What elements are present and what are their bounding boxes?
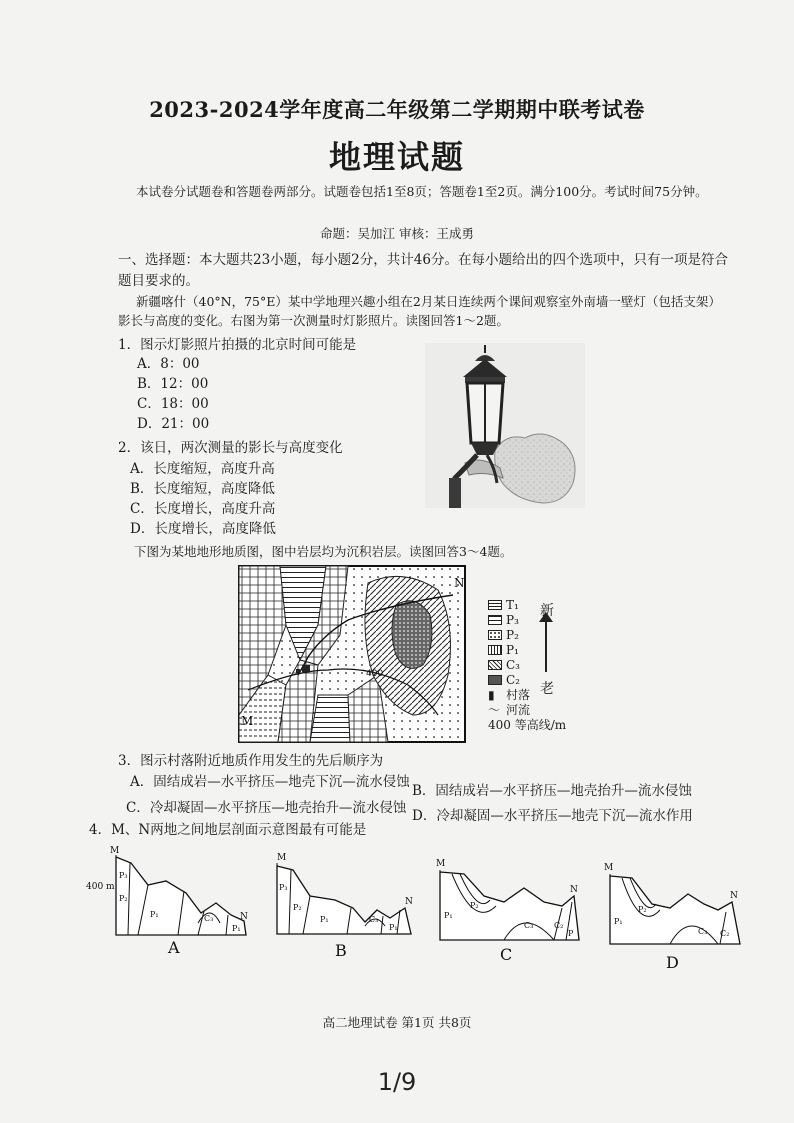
q3-option-d: D．冷却凝固—水平挤压—地壳下沉—流水作用 [412, 808, 693, 824]
svg-text:P₁: P₁ [320, 915, 329, 924]
page-footer: 高二地理试卷 第1页 共8页 [322, 1015, 472, 1030]
age-arrow [545, 620, 547, 672]
q1-option-a: A．8：00 [137, 356, 200, 372]
svg-text:P₂: P₂ [119, 894, 128, 903]
arrow-up-icon [539, 612, 553, 622]
question-1-stem: 1．图示灯影照片拍摄的北京时间可能是 [118, 337, 357, 353]
svg-text:C₂: C₂ [554, 921, 564, 930]
svg-text:N: N [730, 891, 738, 901]
q1-option-d: D．21：00 [137, 416, 210, 432]
question-4-stem: 4．M、N两地之间地层剖面示意图最有可能是 [89, 822, 367, 838]
question-2-stem: 2．该日，两次测量的影长与高度变化 [118, 440, 343, 456]
section-heading: 一、选择题：本大题共23小题，每小题2分，共计46分。在每小题给出的四个选项中，只有一项是符合题目要求的。 [118, 252, 728, 289]
legend-p1: P₁ [488, 642, 548, 657]
legend-c3: C₃ [488, 657, 548, 672]
legend-village: ▮ 村落 [488, 687, 531, 702]
svg-text:P₃: P₃ [119, 871, 128, 880]
q3-option-c: C．冷却凝固—水平挤压—地壳抬升—流水侵蚀 [126, 800, 407, 816]
svg-text:P₂: P₂ [293, 903, 302, 912]
svg-text:C₃: C₃ [524, 921, 534, 930]
svg-text:P: P [568, 929, 574, 938]
q3-option-a: A．固结成岩—水平挤压—地壳下沉—流水侵蚀 [130, 774, 410, 790]
q2-option-a: A．长度缩短，高度升高 [130, 461, 275, 477]
svg-text:400 m: 400 m [86, 882, 115, 892]
q3-option-b: B．固结成岩—水平挤压—地壳抬升—流水侵蚀 [412, 783, 692, 799]
q1-option-b: B．12：00 [137, 376, 209, 392]
profile-a [86, 843, 251, 958]
profile-a-label: A [168, 938, 180, 957]
q2-option-b: B．长度缩短，高度降低 [130, 481, 275, 497]
svg-text:N: N [240, 912, 248, 922]
page-indicator: 1/9 [377, 1068, 417, 1096]
legend-p2: P₂ [488, 627, 548, 642]
svg-text:C₃: C₃ [698, 927, 708, 936]
svg-text:C₂: C₂ [720, 929, 730, 938]
svg-text:M: M [277, 853, 287, 863]
svg-text:N: N [405, 897, 413, 907]
map-point-m: M [241, 714, 254, 728]
exam-intro: 本试卷分试题卷和答题卷两部分。试题卷包括1至8页；答题卷1至2页。满分100分。考试时间75分钟。 [136, 184, 708, 199]
svg-text:P₃: P₃ [279, 883, 288, 892]
legend-t1: T₁ [488, 597, 548, 612]
svg-text:P₁: P₁ [150, 910, 159, 919]
svg-text:C₃: C₃ [369, 915, 379, 924]
age-new-label: 新 [540, 603, 554, 619]
legend-river: 〜 河流 [488, 703, 531, 717]
q2-option-c: C．长度增长，高度升高 [130, 501, 276, 517]
q2-option-d: D．长度增长，高度降低 [130, 521, 276, 537]
svg-text:P₂: P₂ [638, 905, 647, 914]
wall-lamp-photo [425, 343, 585, 508]
profile-b [265, 848, 415, 960]
profile-d-label: D [666, 953, 679, 972]
passage-1: 新疆喀什（40°N，75°E）某中学地理兴趣小组在2月某日连续两个课间观察室外南墙一壁灯（包括支架）影长与高度的变化。右图为第一次测量时灯影照片。读图回答1～2题。 [118, 294, 721, 328]
legend-c2: C₂ [488, 672, 548, 687]
svg-text:P₁: P₁ [614, 917, 623, 926]
profile-d [600, 858, 750, 973]
profile-b-label: B [335, 941, 347, 960]
profile-c-label: C [500, 945, 513, 964]
legend-p3: P₃ [488, 612, 548, 627]
svg-text:M: M [604, 863, 614, 873]
svg-text:M: M [110, 846, 120, 856]
legend-contour: 400 等高线/m [488, 718, 567, 732]
profile-c [434, 856, 584, 968]
map-point-n: N [454, 576, 465, 590]
svg-text:M: M [436, 859, 446, 869]
geologic-map [238, 565, 466, 743]
exam-authors: 命题：吴加江 审核：王成勇 [320, 226, 474, 241]
svg-text:C₃: C₃ [204, 914, 214, 923]
svg-text:P₁: P₁ [232, 924, 241, 933]
subject-title: 地理试题 [328, 138, 465, 176]
question-3-stem: 3．图示村落附近地质作用发生的先后顺序为 [118, 753, 384, 769]
svg-text:N: N [570, 885, 578, 895]
exam-title: 2023-2024学年度高二年级第二学期期中联考试卷 [149, 97, 645, 122]
age-old-label: 老 [540, 681, 554, 697]
svg-text:P₁: P₁ [389, 923, 398, 932]
contour-label: 400 [366, 669, 384, 679]
svg-text:P₁: P₁ [444, 911, 453, 920]
q1-option-c: C．18：00 [137, 396, 209, 412]
svg-text:P₂: P₂ [470, 901, 479, 910]
passage-2: 下图为某地地形地质图，图中岩层均为沉积岩层。读图回答3～4题。 [134, 544, 513, 559]
